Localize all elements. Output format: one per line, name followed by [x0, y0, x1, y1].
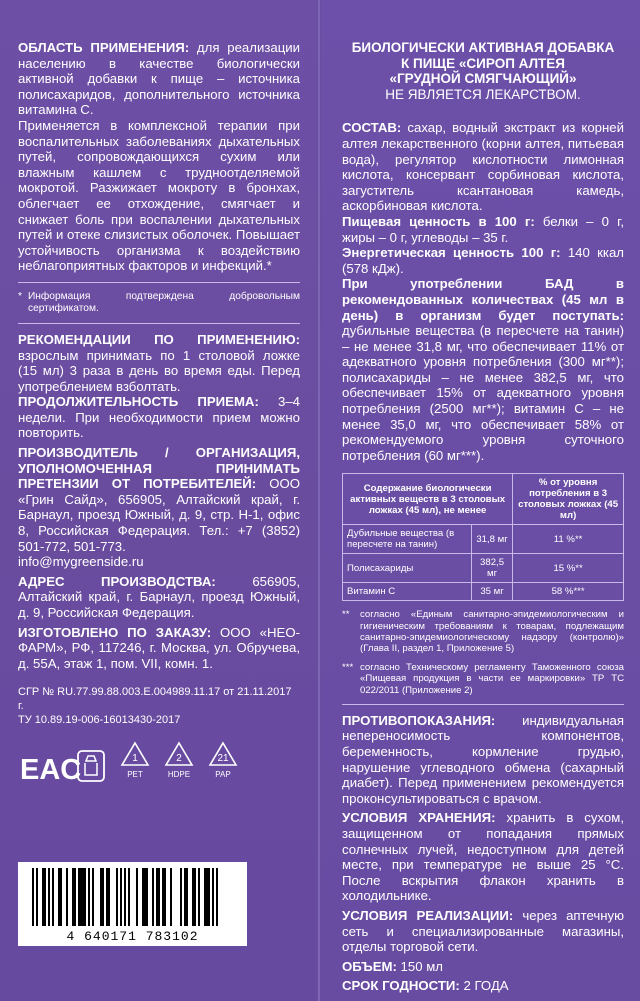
note-item	[342, 662, 624, 696]
contra-heading: ПРОТИВОПОКАЗАНИЯ:	[342, 712, 496, 728]
left-column	[18, 40, 300, 795]
contra-section	[342, 713, 624, 807]
footnote-mark: *	[18, 290, 22, 302]
note-item	[342, 609, 624, 654]
barcode-bar	[116, 868, 118, 926]
nutrition-heading: Пищевая ценность в 100 г:	[342, 213, 535, 229]
svg-text:21: 21	[217, 753, 229, 765]
product-title	[342, 40, 624, 102]
volume-heading: ОБЪЕМ:	[342, 958, 397, 974]
shelf-life-section	[342, 978, 624, 994]
production-address-text: 656905, Алтайский край, г. Барнаул, проезд Южный, д. 9, Российская Федерация.	[18, 573, 300, 620]
producer-section	[18, 445, 300, 554]
barcode-bar	[194, 868, 196, 926]
nutrition-text: белки – 0 г, жиры – 0 г, углеводы – 35 г.	[342, 213, 624, 245]
composition-section	[342, 120, 624, 214]
title-line-3: «ГРУДНОЙ СМЯГЧАЮЩИЙ»	[389, 71, 577, 87]
composition-text: сахар, водный экстракт из корней алтея лекарственного (корни алтея, питьевая вода), регулятор кислотности лимонная кислота, консервант сорбиновая кислота, загуститель ксантановая камедь, аскорбиновая кислота.	[342, 120, 624, 214]
energy-text: 140 ккал (578 кДж).	[342, 245, 624, 276]
intake-text: дубильные вещества (в пересчете на танин) – не менее 31,8 мг, что обеспечивает 11% от адекватного уровня потребления (300 мг**); полисахариды – не менее 382,5 мг, что обеспечивает 15% от адекватного уровня потребления (2500 мг**); витамин С – не менее 35,0 мг, что обеспечивает 58% от рекомендуемого уровня суточного потребления (60 мг***).	[342, 323, 624, 463]
marking-icons	[18, 741, 300, 786]
barcode-bar	[146, 868, 148, 926]
energy-section	[342, 245, 624, 276]
area-text-2: Применяется в комплексной терапии при воспалительных заболеваниях дыхательных путей, сопровождающихся сухим или влажным кашлем с трудноотделяемой мокротой. Разжижает мокроту в бронхах, облегчает ее отхождение, смягчает и снижает боль при воспалении дыхательных путей и отеке слизистых оболочек. Повышает устойчивость организма к воздействию неблагоприятных факторов и инфекций.*	[18, 117, 300, 274]
svg-text:2: 2	[176, 753, 182, 765]
barcode-bar	[142, 868, 144, 926]
barcode-bar	[36, 868, 38, 926]
table-row	[343, 554, 624, 583]
recycle-icon-1	[120, 741, 150, 783]
barcode-bar	[124, 868, 126, 926]
barcode-bar	[106, 868, 108, 926]
barcode-bar	[162, 868, 164, 926]
table-cell-percent: 58 %***	[513, 583, 624, 601]
eac-icon	[18, 751, 82, 786]
nutrient-table	[342, 473, 624, 601]
table-cell-name: Полисахариды	[343, 554, 472, 583]
barcode-bar	[170, 868, 172, 926]
shelf-life-text: 2 ГОДА	[459, 978, 509, 994]
duration-section	[18, 394, 300, 441]
volume-text: 150 мл	[396, 958, 443, 974]
intake-section	[342, 276, 624, 463]
sale-heading: УСЛОВИЯ РЕАЛИЗАЦИИ:	[342, 907, 514, 923]
footnote	[18, 291, 300, 315]
barcode-bar	[74, 868, 76, 926]
note-mark: **	[342, 609, 350, 621]
barcode-bar	[184, 868, 186, 926]
barcode-bar	[206, 868, 208, 926]
intake-heading: При употреблении БАД в рекомендованных количествах (45 мл в день) в организм будет поступать:	[342, 276, 624, 323]
storage-heading: УСЛОВИЯ ХРАНЕНИЯ:	[342, 810, 496, 826]
barcode-bar	[156, 868, 158, 926]
manufactured-heading: ИЗГОТОВЛЕНО ПО ЗАКАЗУ:	[18, 624, 212, 640]
barcode-bar	[186, 868, 188, 926]
storage-text: хранить в сухом, защищенном от попадания прямых солнечных лучей, недоступном для детей месте, при температуре не выше 25 °С. После вскрытия флакон хранить в холодильнике.	[342, 810, 624, 904]
table-row	[343, 583, 624, 601]
barcode-bar	[52, 868, 54, 926]
barcode-bar	[48, 868, 50, 926]
tu-number: ТУ 10.89.19-006-16013430-2017	[18, 714, 181, 727]
producer-email[interactable]: info@mygreenside.ru	[18, 554, 144, 570]
producer-text: ООО «Грин Сайд», 656905, Алтайский край, г. Барнаул, проезд Южный, д. 9, стр. Н-1, офис 8, Российская Федерация. Тел.: +7 (3852) 501-772, 501-773.	[18, 476, 301, 554]
note-mark: ***	[342, 662, 354, 674]
recommend-section	[18, 332, 300, 394]
barcode-bar	[212, 868, 214, 926]
divider	[342, 704, 624, 705]
shelf-life-heading: СРОК ГОДНОСТИ:	[342, 978, 460, 994]
bottle-recycle-icon	[76, 749, 106, 783]
table-cell-name: Витамин С	[343, 583, 472, 601]
table-notes	[342, 609, 624, 695]
table-cell-percent: 11 %**	[513, 525, 624, 554]
panel-seam	[317, 0, 321, 1001]
barcode-bars	[18, 862, 247, 930]
barcode-bar	[158, 868, 160, 926]
divider	[18, 282, 300, 283]
right-column	[342, 40, 624, 994]
barcode-bar	[164, 868, 166, 926]
manufactured-text: ООО «НЕО-ФАРМ», РФ, 117246, г. Москва, ул. Обручева, д. 55А, этаж 1, пом. VII, комн. 1.	[18, 624, 300, 671]
recommend-heading: РЕКОМЕНДАЦИИ ПО ПРИМЕНЕНИЮ:	[18, 331, 300, 347]
area-text: для реализации населению в качестве биологически активной добавки к пище – источника полисахаридов, дополнительного источника витамина С.	[18, 40, 300, 118]
barcode-bar	[198, 868, 200, 926]
barcode-bar	[102, 868, 104, 926]
barcode-bar	[92, 868, 94, 926]
barcode-number: 4 640171 783102	[66, 929, 199, 944]
volume-section	[342, 959, 624, 975]
table-cell-percent: 15 %**	[513, 554, 624, 583]
barcode-bar	[44, 868, 46, 926]
barcode-bar	[204, 868, 206, 926]
barcode-bar	[100, 868, 102, 926]
barcode-bar	[144, 868, 146, 926]
title-line-4: НЕ ЯВЛЯЕТСЯ ЛЕКАРСТВОМ.	[385, 86, 581, 102]
barcode-bar	[180, 868, 182, 926]
recycle-icon-2	[164, 741, 194, 783]
barcode-bar	[208, 868, 210, 926]
barcode-bar	[84, 868, 86, 926]
producer-heading: ПРОИЗВОДИТЕЛЬ / ОРГАНИЗАЦИЯ, УПОЛНОМОЧЕННАЯ ПРИНИМАТЬ ПРЕТЕНЗИИ ОТ ПОТРЕБИТЕЛЕЙ:	[18, 445, 300, 492]
barcode-bar	[32, 868, 34, 926]
nutrition-section	[342, 214, 624, 245]
recycle-label-2: HDPE	[167, 770, 191, 780]
note-text: согласно «Единым санитарно-эпидемиологическим и гигиеническим требованиям к товарам, подлежащим санитарно-эпидемиологическому надзору (контролю)» (Глава II, раздел 1, Приложение 5)	[360, 609, 624, 655]
table-header-percent: % от уровня потребления в 3 столовых ложках (45 мл)	[513, 474, 624, 525]
title-line-2: К ПИЩЕ «СИРОП АЛТЕЯ	[401, 55, 565, 71]
table-cell-amount: 35 мг	[471, 583, 512, 601]
energy-heading: Энергетическая ценность 100 г:	[342, 245, 561, 261]
note-text: согласно Техническому регламенту Таможенного союза «Пищевая продукция в части ее маркировки» ТР ТС 022/2011 (Приложение 2)	[360, 662, 624, 696]
area-section	[18, 40, 300, 118]
recommend-text: взрослым принимать по 1 столовой ложке (15 мл) 3 раза в день во время еды. Перед употреблением взболтать.	[18, 347, 300, 394]
barcode-bar	[192, 868, 194, 926]
footnote-text: Информация подтверждена добровольным сертификатом.	[27, 290, 300, 314]
barcode-bar	[152, 868, 154, 926]
barcode-bar	[78, 868, 80, 926]
composition-heading: СОСТАВ:	[342, 120, 402, 136]
recycle-label-1: PET	[127, 770, 143, 780]
barcode-bar	[108, 868, 110, 926]
barcode-bar	[42, 868, 44, 926]
barcode-bar	[82, 868, 84, 926]
storage-section	[342, 810, 624, 904]
table-cell-name: Дубильные вещества (в пересчете на танин)	[343, 525, 472, 554]
area-heading: ОБЛАСТЬ ПРИМЕНЕНИЯ:	[18, 40, 190, 55]
barcode-bar	[216, 868, 218, 926]
production-address-section	[18, 574, 300, 621]
svg-text:EAC: EAC	[20, 753, 82, 786]
table-cell-amount: 382,5 мг	[471, 554, 512, 583]
divider	[18, 323, 300, 324]
duration-heading: ПРОДОЛЖИТЕЛЬНОСТЬ ПРИЕМА:	[18, 394, 259, 410]
recycle-icon-3	[208, 741, 238, 783]
barcode-bar	[60, 868, 62, 926]
contra-text: индивидуальная непереносимость компонентов, беременность, кормление грудью, нарушение углеводного обмена (сахарный диабет). Перед применением рекомендуется проконсультироваться с врачом.	[342, 712, 624, 806]
manufactured-section	[18, 625, 300, 672]
recycle-label-3: PAP	[215, 770, 231, 780]
svg-text:1: 1	[132, 753, 138, 765]
barcode-bar	[72, 868, 74, 926]
barcode	[18, 862, 247, 946]
barcode-bar	[136, 868, 138, 926]
barcode-bar	[128, 868, 130, 926]
table-row	[343, 525, 624, 554]
table-cell-amount: 31,8 мг	[471, 525, 512, 554]
duration-text: 3–4 недели. При необходимости прием можно повторить.	[18, 394, 300, 441]
sale-text: через аптечную сеть и специализированные магазины, отделы торговой сети.	[342, 907, 624, 955]
barcode-bar	[120, 868, 122, 926]
production-address-heading: АДРЕС ПРОИЗВОДСТВА:	[18, 573, 216, 589]
sale-section	[342, 908, 624, 955]
barcode-bar	[66, 868, 68, 926]
title-line-1: БИОЛОГИЧЕСКИ АКТИВНАЯ ДОБАВКА	[351, 40, 615, 55]
barcode-bar	[80, 868, 82, 926]
certificate: СГР № RU.77.99.88.003.Е.004989.11.17 от 21.11.2017 г.	[18, 686, 292, 713]
table-header-content: Содержание биологически активных веществ в 3 столовых ложках (45 мл), не менее	[343, 474, 513, 525]
barcode-bar	[58, 868, 60, 926]
barcode-bar	[88, 868, 90, 926]
